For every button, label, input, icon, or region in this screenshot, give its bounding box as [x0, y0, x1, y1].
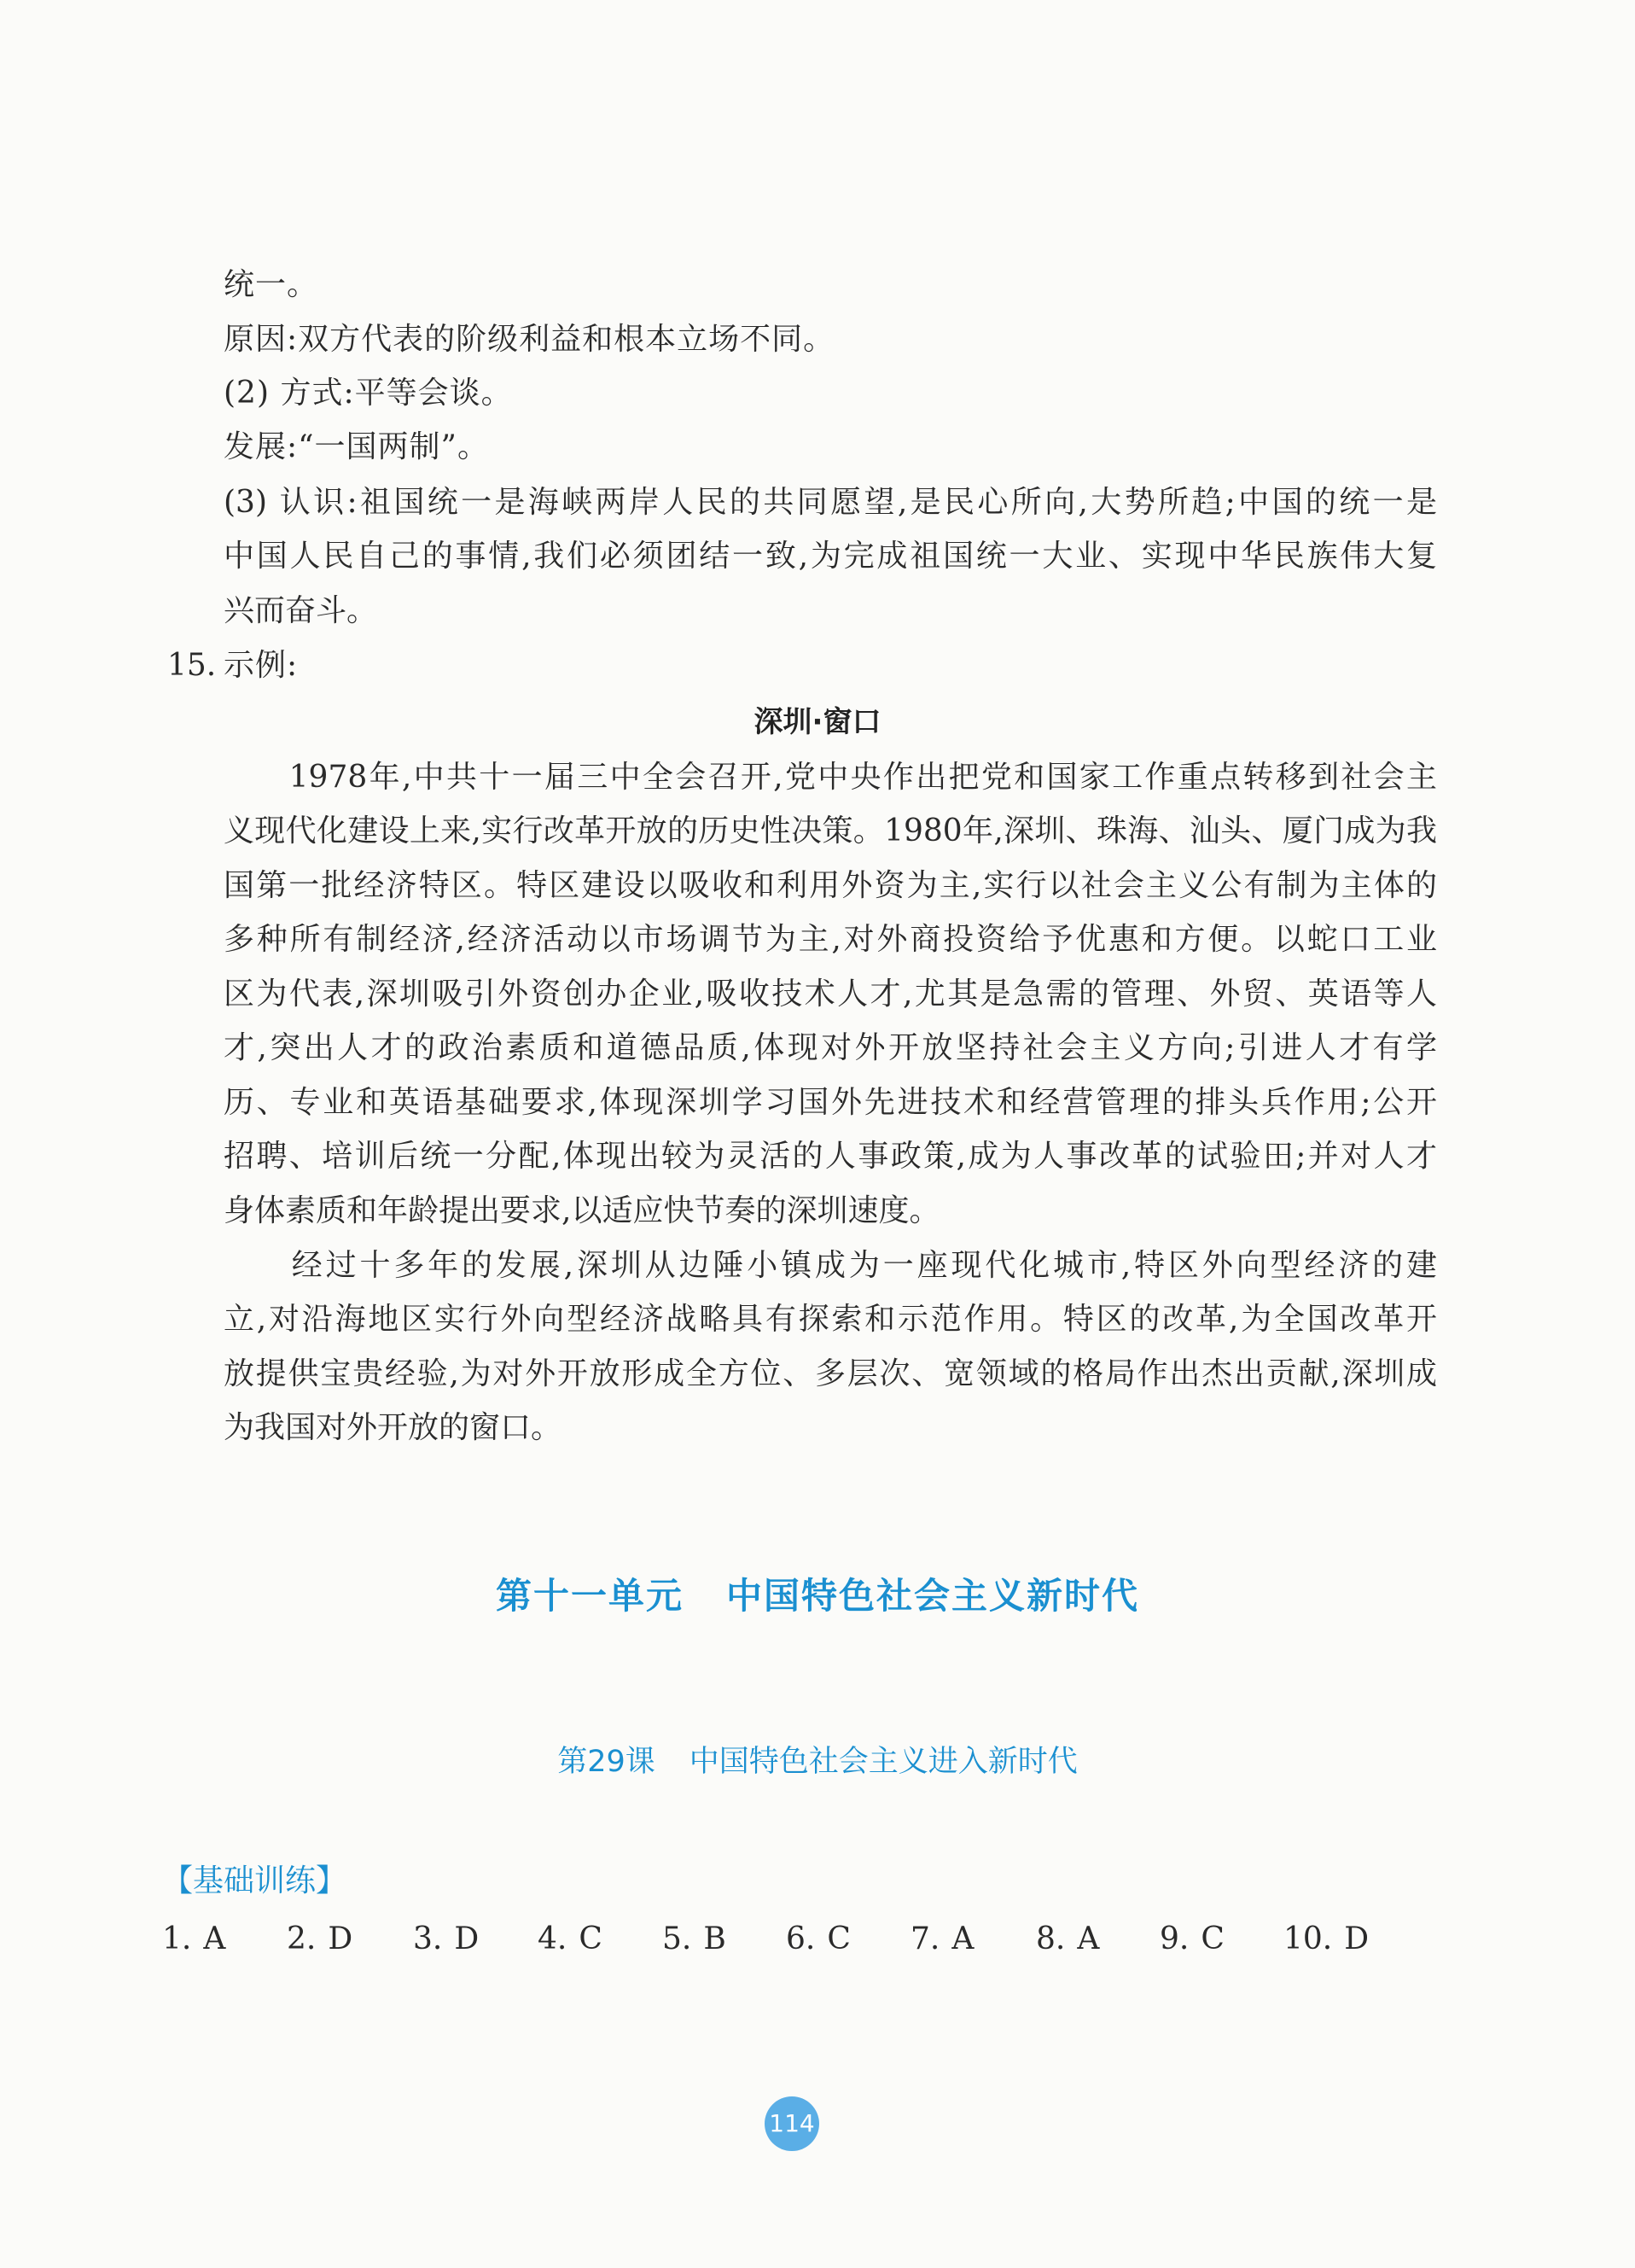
essay-line: 身体素质和年龄提出要求,以适应快节奏的深圳速度。 — [224, 1193, 940, 1228]
answer-number: 1. — [162, 1921, 192, 1956]
answer-number: 5. — [662, 1921, 692, 1956]
answer-choice: A — [1077, 1921, 1100, 1956]
section-label: 【基础训练】 — [162, 1863, 347, 1898]
answer-line: 发展:“一国两制”。 — [224, 429, 489, 464]
answer-line: 中国人民自己的事情,我们必须团结一致,为完成祖国统一大业、实现中华民族伟大复 — [224, 539, 1437, 574]
unit-title — [0, 1572, 1635, 1620]
unit-number: 第十一单元 — [495, 1575, 684, 1617]
answer-choice: C — [827, 1921, 851, 1956]
unit-name: 中国特色社会主义新时代 — [726, 1575, 1140, 1617]
question-number: 15. — [167, 648, 217, 683]
answer-item — [162, 1919, 225, 1960]
answer-number: 2. — [287, 1921, 317, 1956]
answer-number: 6. — [786, 1921, 816, 1956]
essay-line: 国第一批经济特区。特区建设以吸收和利用外资为主,实行以社会主义公有制为主体的 — [224, 868, 1437, 903]
answer-number: 7. — [911, 1921, 940, 1956]
answer-number: 8. — [1036, 1921, 1066, 1956]
lesson-name: 中国特色社会主义进入新时代 — [689, 1745, 1078, 1779]
answer-item — [287, 1919, 352, 1960]
lesson-title — [0, 1741, 1635, 1782]
answer-row — [162, 1919, 1408, 1960]
essay-line: 义现代化建设上来,实行改革开放的历史性决策。1980年,深圳、珠海、汕头、厦门成为我 — [224, 813, 1437, 848]
answer-number: 4. — [538, 1921, 567, 1956]
essay-line: 多种所有制经济,经济活动以市场调节为主,对外商投资给予优惠和方便。以蛇口工业 — [224, 922, 1437, 957]
essay-line: 放提供宝贵经验,为对外开放形成全方位、多层次、宽领域的格局作出杰出贡献,深圳成 — [224, 1356, 1437, 1391]
answer-choice: B — [703, 1921, 726, 1956]
answer-choice: C — [579, 1921, 602, 1956]
answer-choice: A — [203, 1921, 226, 1956]
answer-choice: D — [1344, 1921, 1370, 1956]
essay-line: 1978年,中共十一届三中全会召开,党中央作出把党和国家工作重点转移到社会主 — [224, 760, 1437, 795]
answer-item — [786, 1919, 851, 1960]
essay-line: 为我国对外开放的窗口。 — [224, 1410, 562, 1445]
answer-item — [1160, 1919, 1225, 1960]
answer-choice: D — [454, 1921, 480, 1956]
answer-item — [413, 1919, 479, 1960]
answer-line: (2) 方式:平等会谈。 — [224, 376, 513, 411]
answer-line: 兴而奋斗。 — [224, 593, 378, 628]
lesson-number: 第29课 — [557, 1745, 655, 1779]
answer-item — [538, 1919, 602, 1960]
answer-number: 10. — [1283, 1921, 1333, 1956]
answer-number: 9. — [1160, 1921, 1190, 1956]
answer-choice: D — [328, 1921, 353, 1956]
answer-number: 3. — [413, 1921, 443, 1956]
answer-line: 原因:双方代表的阶级利益和根本立场不同。 — [224, 322, 835, 357]
answer-choice: A — [951, 1921, 975, 1956]
answer-item — [1283, 1919, 1369, 1960]
answer-line: (3) 认识:祖国统一是海峡两岸人民的共同愿望,是民心所向,大势所趋;中国的统一是 — [224, 485, 1437, 520]
page-number-badge: 114 — [765, 2096, 819, 2151]
answer-choice: C — [1201, 1921, 1225, 1956]
essay-title: 深圳·窗口 — [753, 705, 882, 739]
question-label: 示例: — [224, 648, 299, 683]
essay-line: 历、专业和英语基础要求,体现深圳学习国外先进技术和经营管理的排头兵作用;公开 — [224, 1085, 1437, 1120]
answer-line: 统一。 — [224, 267, 319, 302]
essay-line: 区为代表,深圳吸引外资创办企业,吸收技术人才,尤其是急需的管理、外贸、英语等人 — [224, 977, 1437, 1012]
essay-line: 立,对沿海地区实行外向型经济战略具有探索和示范作用。特区的改革,为全国改革开 — [224, 1302, 1437, 1337]
answer-item — [911, 1919, 974, 1960]
essay-line: 经过十多年的发展,深圳从边陲小镇成为一座现代化城市,特区外向型经济的建 — [224, 1248, 1437, 1283]
answer-item — [1036, 1919, 1099, 1960]
essay-line: 才,突出人才的政治素质和道德品质,体现对外开放坚持社会主义方向;引进人才有学 — [224, 1030, 1437, 1065]
answer-item — [662, 1919, 726, 1960]
essay-line: 招聘、培训后统一分配,体现出较为灵活的人事政策,成为人事改革的试验田;并对人才 — [224, 1139, 1437, 1174]
